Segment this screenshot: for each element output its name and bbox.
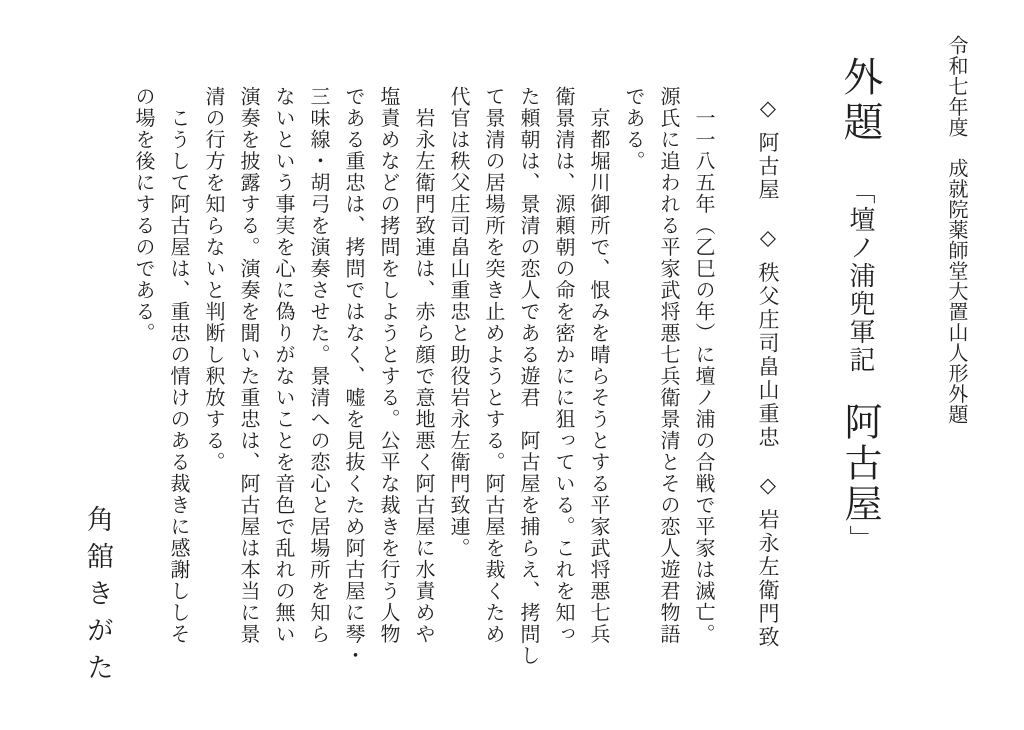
synopsis-line: た頼朝は、景清の恋人である遊君 阿古屋を捕らえ、拷問し <box>517 86 541 667</box>
play-title-subtitle: 「壇ノ浦兜軍記 <box>845 191 875 402</box>
synopsis-line: 一一八五年（乙巳の年）に壇ノ浦の合戦で平家は滅亡。 <box>692 86 716 645</box>
synopsis-line: こうして阿古屋は、重忠の情けのある裁きに感謝ししそ <box>167 86 191 645</box>
play-title <box>835 0 885 730</box>
synopsis-line: 衛景清は、源頼朝の命を密かにに狙っている。これを知っ <box>552 86 576 645</box>
synopsis-line: 代官は秩父庄司畠山重忠と助役岩永左衛門致連。 <box>447 86 471 559</box>
cast-list: ◇ 阿古屋 ◇ 秩父庄司畠山重忠 ◇ 岩永左衛門致 <box>756 96 780 650</box>
synopsis-line: 清の行方を知らないと判断し釈放する。 <box>202 86 226 473</box>
synopsis-line: 塩責めなどの拷問をしようとする。公平な裁きを行う人物 <box>377 86 401 645</box>
synopsis-line: 岩永左衛門致連は、赤ら顔で意地悪く阿古屋に水責めや <box>412 86 436 645</box>
synopsis-line: 演奏を披露する。演奏を聞いた重忠は、阿古屋は本当に景 <box>237 86 261 645</box>
synopsis-line: 三味線・胡弓を演奏させた。景清への恋心と居場所を知ら <box>307 86 331 645</box>
synopsis-line: である重忠は、拷問ではなく、嘘を見抜くため阿古屋に琴・ <box>342 86 366 667</box>
synopsis-line: である。 <box>622 86 646 172</box>
play-title-name: 阿古屋 <box>838 402 882 525</box>
play-title-close-bracket: 」 <box>845 525 875 553</box>
synopsis-line: ないという事実を心に偽りがないことを音色で乱れの無い <box>272 86 296 645</box>
synopsis-line: 源氏に追われる平家武将悪七兵衛景清とその恋人遊君物語 <box>657 86 681 645</box>
author-signature: 角舘きがた <box>82 505 113 690</box>
synopsis <box>126 0 721 730</box>
document-header: 令和七年度 成就院薬師堂大置山人形外題 <box>945 35 969 425</box>
play-title-heading: 外題 <box>837 56 883 191</box>
synopsis-line: て景清の居場所を突き止めようとする。阿古屋を裁くため <box>482 86 506 645</box>
synopsis-line: の場を後にするのである。 <box>132 86 156 344</box>
synopsis-line: 京都堀川御所で、恨みを晴らそうとする平家武将悪七兵 <box>587 86 611 645</box>
